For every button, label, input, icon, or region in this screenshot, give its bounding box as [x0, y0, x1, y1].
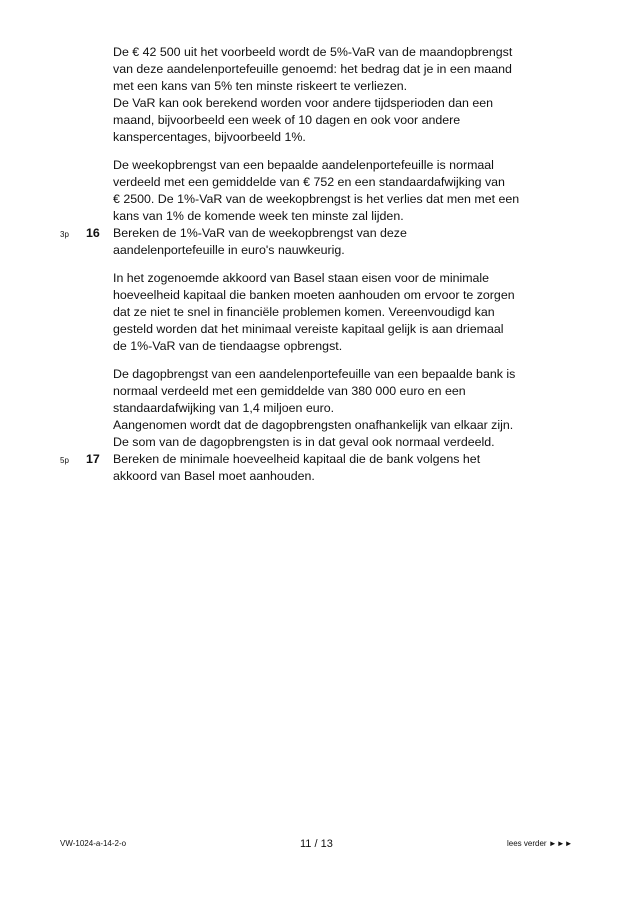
text-line: kans van 1% de komende week ten minste zal lijden.	[113, 209, 404, 224]
dagopbrengst-paragraph	[113, 366, 583, 451]
text-line: De VaR kan ook berekend worden voor andere tijdsperioden dan een	[113, 96, 494, 111]
text-line: aandelenportefeuille in euro's nauwkeurig.	[113, 243, 345, 258]
question-number: 16	[86, 226, 100, 240]
text-line: In het zogenoemde akkoord van Basel staan eisen voor de minimale	[113, 271, 490, 285]
text-line: van deze aandelenportefeuille genoemd: het bedrag dat je in een maand	[113, 62, 512, 77]
question-17-text	[113, 451, 583, 485]
text-line: De weekopbrengst van een bepaalde aandelenportefeuille is normaal	[113, 158, 494, 172]
question-points: 3p	[60, 230, 69, 239]
text-line: Aangenomen wordt dat de dagopbrengsten onafhankelijk van elkaar zijn.	[113, 418, 514, 433]
text-line: dat ze niet te snel in financiële problemen komen. Vereenvoudigd kan	[113, 305, 495, 320]
question-16-text	[113, 225, 583, 259]
text-line: De som van de dagopbrengsten is in dat geval ook normaal verdeeld.	[113, 435, 495, 450]
text-line: akkoord van Basel moet aanhouden.	[113, 469, 315, 484]
text-line: hoeveelheid kapitaal die banken moeten aanhouden om ervoor te zorgen	[113, 288, 515, 303]
text-line: De € 42 500 uit het voorbeeld wordt de 5%-VaR van de maandopbrengst	[113, 45, 513, 59]
text-line: verdeeld met een gemiddelde van € 752 en een standaardafwijking van	[113, 175, 505, 190]
footer-exam-code: VW-1024-a-14-2-o	[60, 839, 127, 848]
text-line: kanspercentages, bijvoorbeeld 1%.	[113, 130, 306, 145]
text-line: Bereken de minimale hoeveelheid kapitaal die de bank volgens het	[113, 452, 481, 466]
text-line: gesteld worden dat het minimaal vereiste kapitaal gelijk is aan driemaal	[113, 322, 504, 337]
text-line: De dagopbrengst van een aandelenportefeuille van een bepaalde bank is	[113, 367, 516, 381]
question-17-label	[60, 451, 106, 469]
footer-page-number: 11 / 13	[300, 838, 333, 850]
text-line: met een kans van 5% ten minste riskeert te verliezen.	[113, 79, 408, 94]
footer-continue-label: lees verder ►►►	[507, 839, 573, 848]
text-line: normaal verdeeld met een gemiddelde van 380 000 euro en een	[113, 384, 466, 399]
text-line: standaardafwijking van 1,4 miljoen euro.	[113, 401, 335, 416]
weekopbrengst-paragraph	[113, 157, 583, 225]
intro-paragraph	[113, 44, 583, 147]
question-number: 17	[86, 452, 100, 466]
text-line: maand, bijvoorbeeld een week of 10 dagen en ook voor andere	[113, 113, 461, 128]
question-16-label	[60, 225, 106, 243]
text-line: de 1%-VaR van de tiendaagse opbrengst.	[113, 339, 343, 354]
text-line: Bereken de 1%-VaR van de weekopbrengst van deze	[113, 226, 407, 240]
basel-paragraph	[113, 270, 583, 355]
text-line: € 2500. De 1%-VaR van de weekopbrengst is het verlies dat men met een	[113, 192, 520, 207]
question-points: 5p	[60, 456, 69, 465]
